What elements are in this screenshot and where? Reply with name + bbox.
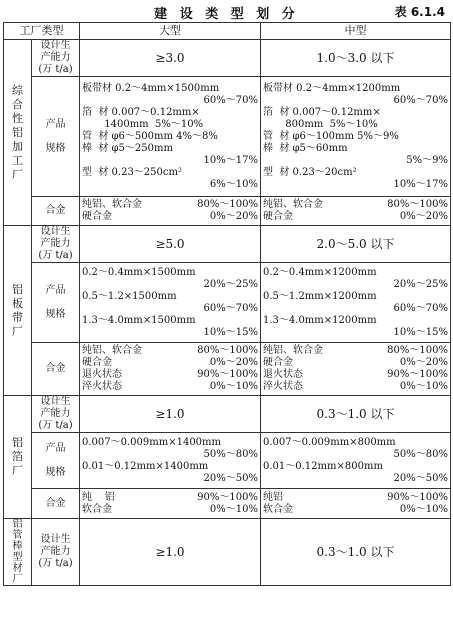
spec-line-value: 90%～100% <box>387 369 448 380</box>
spec-line <box>82 95 258 107</box>
spec-line <box>263 303 448 315</box>
spec-line-text: 板带材 0.2～4mm×1500mm <box>82 82 220 94</box>
spec-line-text: 0.007～0.009mm×1400mm <box>82 436 222 448</box>
spec-line <box>263 461 448 473</box>
spec-line <box>82 327 258 339</box>
spec-line <box>82 345 258 357</box>
capacity-large: ≥5.0 <box>80 226 261 263</box>
col-header-medium: 中型 <box>261 23 451 40</box>
spec-line <box>82 267 258 279</box>
capacity-label: 设计生 产能力 (万 t/a) <box>32 396 80 433</box>
table-row <box>4 519 451 586</box>
alloy-large <box>80 197 261 226</box>
spec-line-text: 纯 铝 <box>82 491 115 503</box>
spec-line-value: 20%～25% <box>393 278 448 290</box>
spec-line-text: 800mm 5%～10% <box>263 118 378 130</box>
group-name-cell: 综 合 性 铝 加 工 厂 <box>4 40 32 226</box>
group-name-cell: 铝 板 带 厂 <box>4 226 32 396</box>
alloy-label: 合金 <box>32 489 80 519</box>
spec-line <box>82 449 258 461</box>
spec-line-value: 0%～20% <box>399 211 448 222</box>
spec-line-value: 60%～70% <box>203 94 258 106</box>
spec-line <box>82 119 258 131</box>
spec-line <box>263 143 448 155</box>
capacity-large: ≥1.0 <box>80 396 261 433</box>
spec-line-value: 80%～100% <box>387 199 448 210</box>
spec-line-text: 1.3～4.0mm×1200mm <box>263 314 377 326</box>
spec-line-text: 纯铝、软合金 <box>263 345 323 356</box>
col-header-type: 工厂类型 <box>4 23 80 40</box>
spec-line-text: 淬火状态 <box>263 381 303 392</box>
spec-line-text: 退火状态 <box>82 369 122 380</box>
table-row <box>4 263 451 343</box>
capacity-medium: 0.3～1.0 以下 <box>261 519 451 586</box>
classification-table <box>3 22 451 586</box>
spec-line-text: 纯铝、软合金 <box>82 345 142 356</box>
spec-line-text: 硬合金 <box>82 211 112 222</box>
table-title: 建 设 类 型 划 分 <box>154 7 299 22</box>
spec-line <box>82 211 258 223</box>
spec-line-value: 0%～10% <box>399 503 448 515</box>
spec-line-text: 管 材 φ6～100mm 5%～9% <box>263 130 399 142</box>
spec-line-value: 10%～17% <box>393 178 448 190</box>
table-row <box>4 489 451 519</box>
spec-line <box>263 83 448 95</box>
spec-line-text: 纯铝、软合金 <box>82 199 142 210</box>
spec-line <box>82 199 258 211</box>
alloy-label: 合金 <box>32 343 80 396</box>
capacity-label: 设计生 产能力 (万 t/a) <box>32 40 80 77</box>
spec-line-text: 型 材 0.23～250cm² <box>82 166 182 178</box>
document-header <box>0 0 453 24</box>
spec-line-value: 0%～10% <box>209 503 258 515</box>
spec-line-text: 管 材 φ6～500mm 4%～8% <box>82 130 218 142</box>
spec-line-value: 20%～50% <box>203 472 258 484</box>
spec-line <box>263 327 448 339</box>
spec-line-text: 板带材 0.2～4mm×1200mm <box>263 82 401 94</box>
group-name-cell: 铝 箔 厂 <box>4 396 32 519</box>
spec-line <box>82 143 258 155</box>
table-number: 表 6.1.4 <box>394 5 445 19</box>
spec-line-value: 0%～20% <box>209 211 258 222</box>
spec-line <box>263 179 448 191</box>
spec-line <box>82 83 258 95</box>
spec-line <box>263 492 448 504</box>
spec-line <box>82 131 258 143</box>
spec-line <box>263 473 448 485</box>
spec-line <box>263 381 448 393</box>
spec-line-value: 10%～15% <box>203 326 258 338</box>
table-row <box>4 396 451 433</box>
spec-line-value: 60%～70% <box>393 302 448 314</box>
spec-line <box>263 357 448 369</box>
alloy-large <box>80 343 261 396</box>
alloy-label: 合金 <box>32 197 80 226</box>
spec-line-value: 0%～10% <box>209 381 258 392</box>
spec-line <box>263 345 448 357</box>
spec-line-text: 硬合金 <box>263 357 293 368</box>
spec-line <box>82 461 258 473</box>
spec-line-text: 硬合金 <box>263 211 293 222</box>
spec-line <box>263 119 448 131</box>
spec-line-text: 0.2～0.4mm×1500mm <box>82 266 196 278</box>
spec-medium <box>261 77 451 197</box>
group-name-cell: 铝 管 棒 型 材 厂 <box>4 519 32 586</box>
spec-large <box>80 433 261 489</box>
spec-line <box>82 291 258 303</box>
spec-line <box>82 381 258 393</box>
spec-line-value: 6%～10% <box>209 178 258 190</box>
spec-line <box>82 473 258 485</box>
spec-line-value: 50%～80% <box>203 448 258 460</box>
table-row <box>4 197 451 226</box>
spec-line <box>263 95 448 107</box>
spec-line-text: 1400mm 5%～10% <box>82 118 204 130</box>
capacity-label: 设计生 产能力 (万 t/a) <box>32 519 80 586</box>
spec-line-text: 棒 材 φ5～60mm <box>263 142 348 154</box>
spec-line <box>263 155 448 167</box>
spec-medium <box>261 433 451 489</box>
spec-line-value: 80%～100% <box>387 345 448 356</box>
spec-line <box>82 357 258 369</box>
spec-label: 产品 规格 <box>32 433 80 489</box>
spec-line <box>263 369 448 381</box>
spec-line <box>263 211 448 223</box>
spec-line <box>82 167 258 179</box>
spec-medium <box>261 263 451 343</box>
spec-line-text: 箔 材 0.007～0.12mm× <box>82 106 200 118</box>
spec-line-text: 纯铝、软合金 <box>263 199 323 210</box>
spec-line-value: 5%～9% <box>406 154 448 166</box>
spec-line-value: 0%～10% <box>399 381 448 392</box>
capacity-label: 设计生 产能力 (万 t/a) <box>32 226 80 263</box>
spec-line <box>82 492 258 504</box>
table-row <box>4 40 451 77</box>
spec-line-value: 90%～100% <box>387 491 448 503</box>
spec-line-text: 型 材 0.23～20cm² <box>263 166 357 178</box>
spec-line-text: 0.01～0.12mm×800mm <box>263 460 383 472</box>
table-row <box>4 226 451 263</box>
spec-line-text: 软合金 <box>263 503 293 515</box>
spec-line-value: 0%～20% <box>209 357 258 368</box>
spec-line <box>82 279 258 291</box>
spec-line-value: 90%～100% <box>197 369 258 380</box>
spec-label: 产品 规格 <box>32 77 80 197</box>
spec-large <box>80 77 261 197</box>
table-header-row <box>4 23 451 40</box>
table-row <box>4 433 451 489</box>
spec-line <box>263 504 448 516</box>
spec-line <box>82 107 258 119</box>
capacity-medium: 1.0～3.0 以下 <box>261 40 451 77</box>
spec-line <box>263 437 448 449</box>
spec-line-text: 硬合金 <box>82 357 112 368</box>
table-row <box>4 343 451 396</box>
spec-line-value: 0%～20% <box>399 357 448 368</box>
spec-line-value: 10%～15% <box>393 326 448 338</box>
spec-line <box>82 179 258 191</box>
spec-line <box>263 107 448 119</box>
col-header-large: 大型 <box>80 23 261 40</box>
capacity-large: ≥1.0 <box>80 519 261 586</box>
spec-line-value: 20%～25% <box>203 278 258 290</box>
spec-line-text: 0.2～0.4mm×1200mm <box>263 266 377 278</box>
spec-line-value: 60%～70% <box>393 94 448 106</box>
spec-line <box>263 267 448 279</box>
capacity-medium: 2.0～5.0 以下 <box>261 226 451 263</box>
spec-line-text: 退火状态 <box>263 369 303 380</box>
spec-line-text: 0.01～0.12mm×1400mm <box>82 460 209 472</box>
spec-line-value: 60%～70% <box>203 302 258 314</box>
spec-line-text: 箔 材 0.007～0.12mm× <box>263 106 381 118</box>
spec-line <box>263 279 448 291</box>
capacity-large: ≥3.0 <box>80 40 261 77</box>
spec-line <box>263 315 448 327</box>
spec-line-value: 80%～100% <box>197 199 258 210</box>
spec-large <box>80 263 261 343</box>
spec-line <box>82 303 258 315</box>
spec-line <box>82 504 258 516</box>
spec-label: 产品 规格 <box>32 263 80 343</box>
alloy-medium <box>261 343 451 396</box>
alloy-medium <box>261 197 451 226</box>
table-row <box>4 77 451 197</box>
spec-line-value: 10%～17% <box>203 154 258 166</box>
spec-line-text: 棒 材 φ5～250mm <box>82 142 173 154</box>
spec-line <box>82 315 258 327</box>
spec-line-text: 0.5～1.2×1500mm <box>82 290 177 302</box>
spec-line-text: 1.3～4.0mm×1500mm <box>82 314 196 326</box>
spec-line <box>82 369 258 381</box>
spec-line-text: 纯铝 <box>263 491 283 503</box>
spec-line-value: 90%～100% <box>197 491 258 503</box>
spec-line <box>263 131 448 143</box>
spec-line-value: 80%～100% <box>197 345 258 356</box>
alloy-medium <box>261 489 451 519</box>
spec-line <box>263 199 448 211</box>
capacity-medium: 0.3～1.0 以下 <box>261 396 451 433</box>
spec-line <box>82 437 258 449</box>
spec-line <box>82 155 258 167</box>
spec-line-text: 软合金 <box>82 503 112 515</box>
spec-line-text: 0.007～0.009mm×800mm <box>263 436 396 448</box>
spec-line-value: 20%～50% <box>393 472 448 484</box>
spec-line <box>263 449 448 461</box>
spec-line-text: 淬火状态 <box>82 381 122 392</box>
spec-line-text: 0.5～1.2mm×1200mm <box>263 290 377 302</box>
spec-line-value: 50%～80% <box>393 448 448 460</box>
spec-line <box>263 167 448 179</box>
spec-line <box>263 291 448 303</box>
alloy-large <box>80 489 261 519</box>
